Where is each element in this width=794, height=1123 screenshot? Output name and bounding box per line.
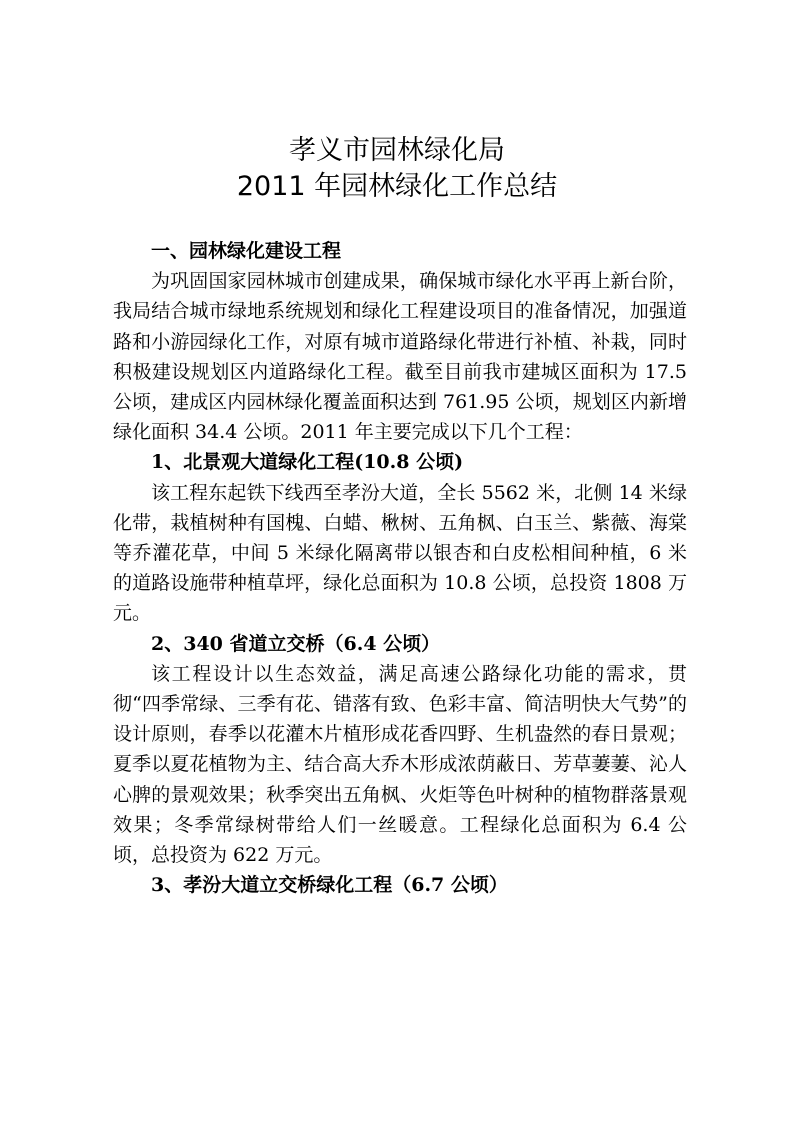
section-paragraph-north-avenue: 该工程东起铁下线西至孝汾大道，全长 5562 米，北侧 14 米绿化带，栽植树种有国槐、白蜡、楸树、五角枫、白玉兰、紫薇、海棠等乔灌花草，中间 5 米绿化隔离带以银杏和白皮松相间种植，6 米的道路设施带种植草坪，绿化总面积为 10.8 公顷，总投资 1808 万元。 [113, 481, 687, 625]
section-heading-north-avenue: 1、北景观大道绿化工程(10.8 公顷) [151, 451, 464, 474]
document-subtitle: 2011 年园林绿化工作总结 [236, 171, 558, 202]
section-heading-landscaping: 一、园林绿化建设工程 [151, 240, 342, 262]
document-title: 孝义市园林绿化局 [289, 135, 505, 166]
section-heading-340-interchange: 2、340 省道立交桥（6.4 公顷） [151, 632, 441, 655]
section-paragraph-landscaping: 为巩固国家园林城市创建成果，确保城市绿化水平再上新台阶，我局结合城市绿地系统规划和绿化工程建设项目的准备情况，加强道路和小游园绿化工作，对原有城市道路绿化带进行补植、补栽，同时积极建设规划区内道路绿化工程。截至目前我市建城区面积为 17.5 公顷，建成区内园林绿化覆盖面积达到 761.95 公顷，规划区内新增绿化面积 34.4 公顷。2011 年主要完成以下几个工程： [113, 270, 687, 444]
section-paragraph-340-interchange: 该工程设计以生态效益，满足高速公路绿化功能的需求，贯彻“四季常绿、三季有花、错落有致、色彩丰富、简洁明快大气势”的设计原则，春季以花灌木片植形成花香四野、生机盎然的春日景观；夏季以夏花植物为主、结合高大乔木形成浓荫蔽日、芳草萋萋、沁人心脾的景观效果；秋季突出五角枫、火炬等色叶树种的植物群落景观效果；冬季常绿树带给人们一丝暖意。工程绿化总面积为 6.4 公顷，总投资为 622 万元。 [113, 662, 687, 867]
document-body [113, 236, 687, 900]
section-heading-xiaofen-interchange: 3、孝汾大道立交桥绿化工程（6.7 公顷） [151, 874, 508, 897]
